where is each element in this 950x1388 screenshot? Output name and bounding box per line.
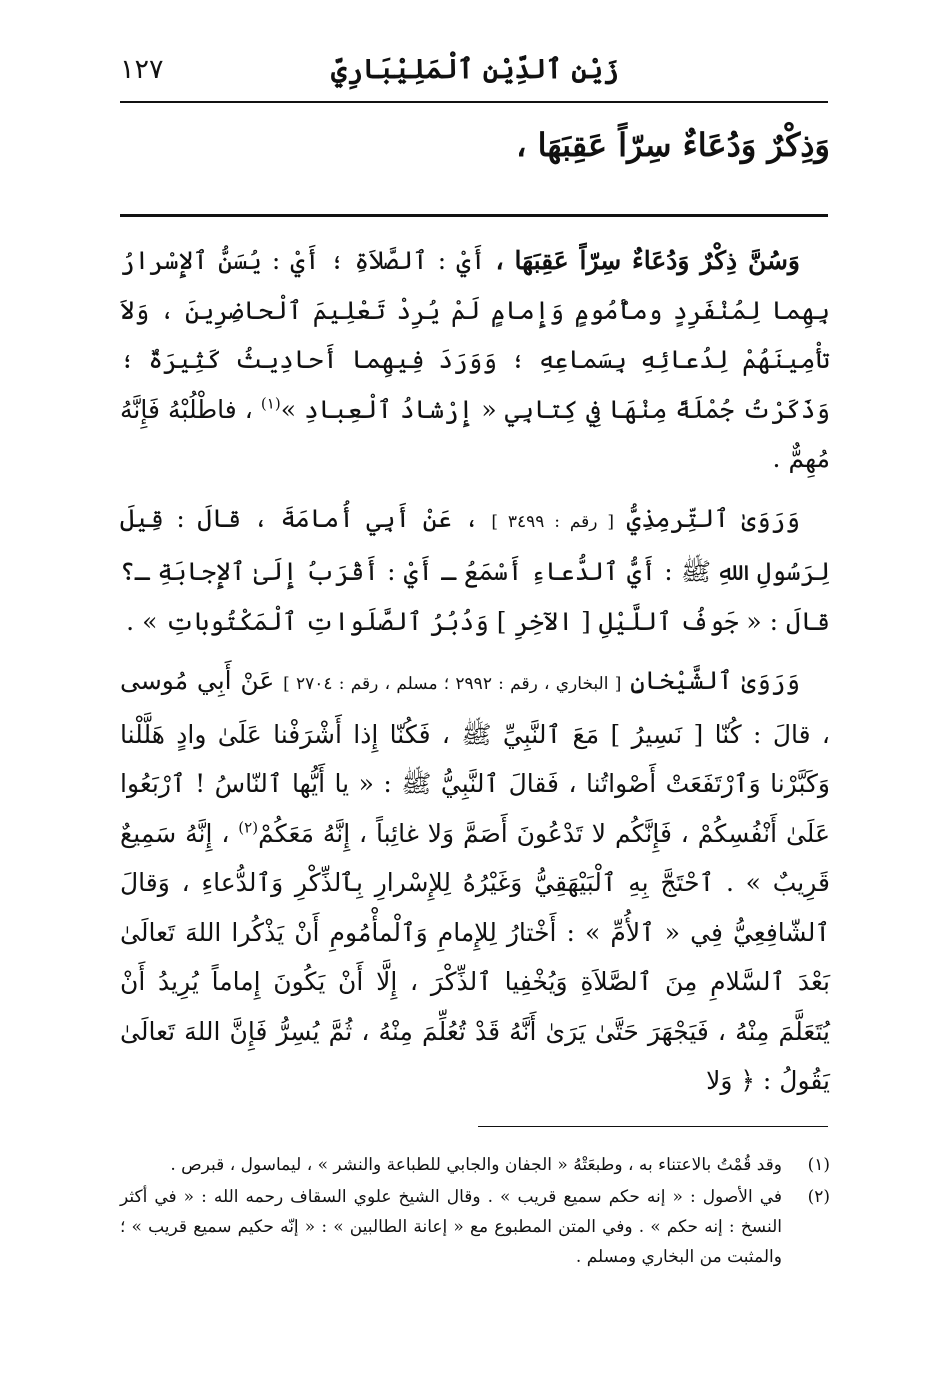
paragraph-text: ، عَنْ أَبِي أُمامَةَ ، قالَ : قِيلَ لِرَسُولِ اللهِ ﷺ : أَيُّ ٱلدُّعاءِ أَسْمَعُ ـ أَيْ : أَقْرَبُ إِلَىٰ ٱلإِجابَةِ ـ؟ قالَ : « جَوفُ ٱللَّيْلِ [ الآخِرِ ] وَدُبُرُ ٱلصَّلَواتِ ٱلْمَكْتُوباتِ » . [120,503,830,636]
paragraph-3 [120,656,830,1106]
matn-text: وَذِكْرٌ وَدُعَاءٌ سِرّاً عَقِبَهَا ، [516,126,830,164]
footnote-marker-1: (١) [260,394,281,413]
footnote-number: (١) [807,1155,830,1175]
paragraph-text: عَنْ أَبِي مُوسى ، قالَ : كُنّا [ نَسِيرُ ] مَعَ ٱلنَّبِيِّ ﷺ ، فَكُنّا إِذا أَشْرَفْنا عَلَىٰ وادٍ هَلَّلْنا وَكَبَّرْنا وَٱرْتَفَعَتْ أَصْواتُنا ، فَقالَ ٱلنَّبِيُّ ﷺ : « يا أَيُّها ٱلنّاسُ ! ٱرْبَعُوا عَلَىٰ أَنْفُسِكُمْ ، فَإِنَّكُم لا تَدْعُونَ أَصَمَّ وَلا غائِباً ، إِنَّهُ مَعَكُمْ [120,666,830,848]
commentary-body [120,236,830,1116]
footnote-2 [120,1182,830,1272]
hadith-reference: [ رقم : ٣٤٩٩ ] [491,511,615,532]
paragraph-1 [120,236,830,484]
page-number: ١٢٧ [120,54,164,85]
running-header [120,48,830,98]
hadith-reference: [ البخاري ، رقم : ٢٩٩٢ ؛ مسلم ، رقم : ٢٧٠٤ ] [283,674,622,694]
footnote-text: في الأصول : « إنه حكم سميع قريب » . وقال الشيخ علوي السقاف رحمه الله : « في أكثر النسخ : إنه حكم » . وفي المتن المطبوع مع « إعانة الطالبين » : « إنّه حكيم سميع قريب » ؛ والمثبت من البخاري ومسلم . [120,1187,782,1267]
paragraph-text: ، إِنَّهُ سَمِيعٌ قَرِيبٌ » . ٱحْتَجَّ بِهِ ٱلْبَيْهَقِيُّ وَغَيْرُهُ لِلإِسْرارِ بِٱلذِّكْرِ وَٱلدُّعاءِ ، وَقالَ ٱلشّافِعِيُّ فِي « ٱلأُمِّ » : أَخْتارُ لِلإِمامِ وَٱلْمأْمُومِ أَنْ يَذْكُرا اللهَ تَعالَىٰ بَعْدَ ٱلسَّلامِ مِنَ ٱلصَّلاَةِ وَيُخْفِيا ٱلذِّكْرَ ، إِلَّا أَنْ يَكُونَ إِماماً يُرِيدُ أَنْ يُتَعَلَّمَ مِنْهُ ، فَيَجْهَرَ حَتَّىٰ يَرَىٰ أَنَّهُ قَدْ تُعُلِّمَ مِنْهُ ، ثُمَّ يُسِرُّ فَإِنَّ اللهَ تَعالَىٰ يَقُولُ : ﴿ وَلا [120,818,830,1095]
quoted-matn: وَسُنَّ ذِكْرٌ وَدُعَاءٌ سِرّاً عَقِبَهَا ، [495,246,800,275]
running-title: زَيْن ٱلدِّيْن ٱلْمَلِيْبَارِيّ [331,54,619,85]
paragraph-text: ، فاطْلُبْهُ فَإِنَّهُ مُهِمٌّ . [120,394,830,473]
paragraph-2 [120,494,830,647]
footnote-marker-2: (٢) [238,818,259,837]
footnote-number: (٢) [807,1187,830,1207]
paragraph-text: وَرَوَىٰ ٱلتِّرمِذِيُّ [614,503,800,533]
footnote-1 [120,1150,830,1180]
footnote-rule [478,1126,828,1127]
footnotes [120,1150,830,1274]
header-rule [120,101,828,103]
footnote-text: وقد قُمْتُ بالاعتناء به ، وطبعَتْهُ « الجفان والجابي للطباعة والنشر » ، ليماسول ، قبرص . [170,1155,782,1175]
paragraph-text: أَيْ : ٱلصَّلاَةِ ؛ أَيْ : يُسَنُّ ٱلإِسْرارُ بِهِما لِمُنْفَرِدٍ ومأْمُومٍ وَإِمامٍ لَمْ يُرِدْ تَعْلِيمَ ٱلْحاضِرِينَ ، وَلاَ تأْمِينَهُمْ لِدُعائِهِ بِسَماعِهِ ؛ وَوَرَدَ فِيهِما أَحادِيثُ كَثِيرَةٌ ؛ وَذَكَرْتُ جُمْلَةً مِنْهَا فِي كِتابِي « إِرْشادُ ٱلْعِبادِ » [120,246,830,424]
paragraph-text: وَرَوَىٰ ٱلشَّيْخانِ [621,666,801,695]
matn-rule [120,214,828,217]
